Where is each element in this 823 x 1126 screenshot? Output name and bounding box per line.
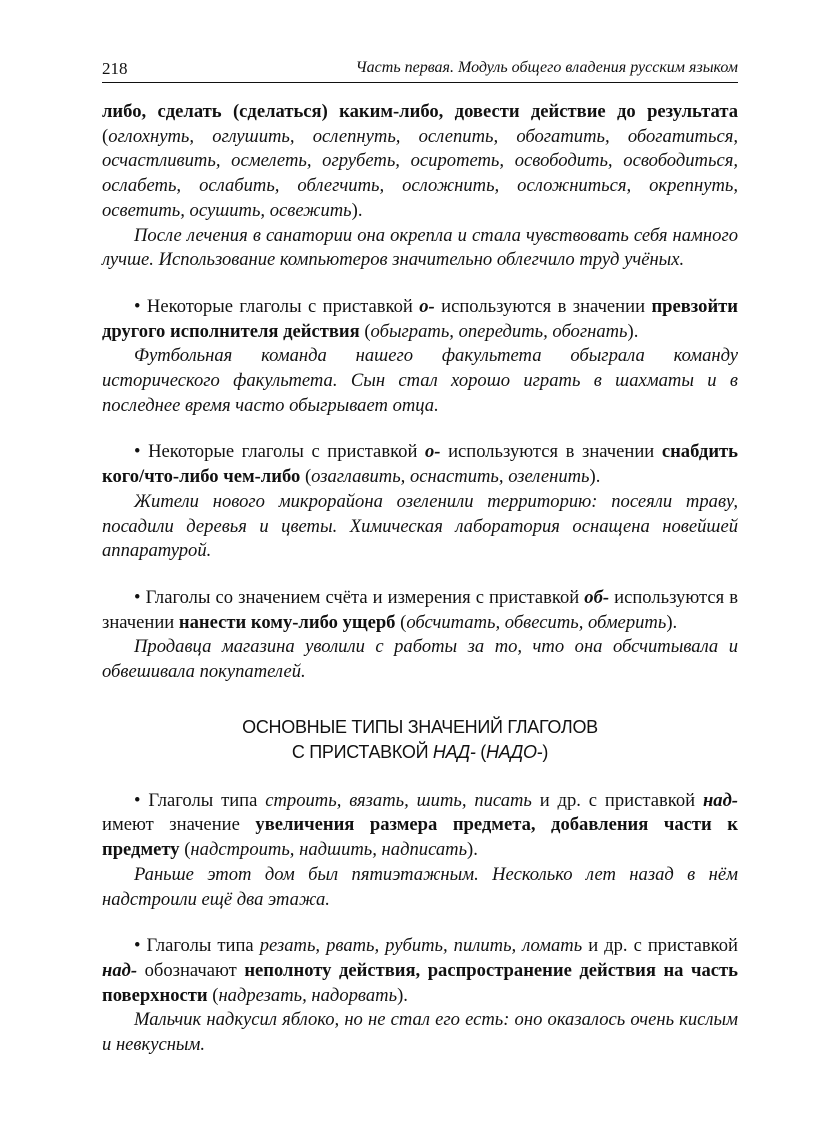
example-sentence: После лечения в санатории она окрепла и стала чувствовать себя намного лучше. Использование компьютеров значительно облегчило труд учёных.	[102, 224, 738, 271]
spacer	[102, 564, 738, 586]
text-run: ).	[467, 839, 478, 861]
prefix: о-	[425, 441, 441, 463]
prefix: о-	[419, 295, 435, 317]
verb-examples: строить, вязать, шить, писать	[265, 789, 532, 811]
text-run: обозначают	[137, 959, 245, 981]
spacer	[102, 912, 738, 934]
prefix: НАДО-	[486, 741, 543, 762]
rule-paragraph	[102, 934, 738, 1008]
page-number: 218	[102, 59, 128, 78]
verb-examples: надстроить, надшить, надписать	[190, 839, 468, 861]
text-run: • Глаголы со значением счёта и измерения с приставкой	[134, 586, 585, 608]
running-head: Часть первая. Модуль общего владения русским языком	[355, 59, 738, 76]
verb-examples: резать, рвать, рубить, пилить, ломать	[259, 935, 583, 957]
text-run: • Глаголы типа	[134, 789, 266, 811]
text-run: и др. с приставкой	[531, 789, 703, 811]
bold-meaning: нанести кому-либо ущерб	[178, 611, 396, 633]
bold-meaning: снабдить кого/что-либо чем-либо	[102, 441, 738, 488]
text-run: • Некоторые глаголы с приставкой	[134, 441, 425, 463]
example-sentence: Мальчик надкусил яблоко, но не стал его есть: оно оказалось очень кислым и невкусным.	[102, 1009, 738, 1056]
text-run: • Некоторые глаголы с приставкой	[134, 295, 420, 317]
text-run: и др. с приставкой	[582, 935, 738, 957]
rule-paragraph	[102, 440, 738, 489]
heading-line-1: ОСНОВНЫЕ ТИПЫ ЗНАЧЕНИЙ ГЛАГОЛОВ	[242, 716, 598, 737]
verb-examples: оглохнуть, оглушить, ослепнуть, ослепить, обогатить, обогатиться, осчастливить, осмелеть, огрубеть, осиротеть, освободить, освободиться, ослабеть, ослабить, облегчить, осложнить, осложниться, окрепнуть, осветить, осушить, освежить	[102, 125, 738, 221]
verb-examples: надрезать, надорвать	[218, 984, 398, 1006]
text-run: ).	[397, 984, 408, 1006]
text-run: (	[207, 984, 219, 1006]
page-header	[102, 52, 738, 83]
text-run: (	[475, 741, 486, 762]
text-run: имеют значение	[102, 814, 256, 836]
verb-examples: обыграть, опередить, обогнать	[370, 320, 628, 342]
page-body	[102, 100, 738, 1058]
example-sentence: Продавца магазина уволили с работы за то, что она обсчитывала и обвешивала покупателей.	[102, 636, 738, 683]
spacer	[102, 418, 738, 440]
text-run: ).	[666, 611, 678, 633]
paragraph-continuation	[102, 100, 738, 224]
text-run: (	[179, 839, 191, 861]
text-run: ).	[627, 320, 639, 342]
bold-meaning: либо, сделать (сделаться) каким-либо, довести действие до результата	[102, 101, 738, 122]
example-sentence: Футбольная команда нашего факультета обыграла команду исторического факультета. Сын стал хорошо играть в шахматы и в последнее время часто обыгрывает отца.	[102, 345, 738, 416]
rule-paragraph	[102, 789, 738, 863]
text-run: используются в значении	[102, 586, 738, 633]
prefix: над-	[102, 959, 138, 981]
rule-paragraph	[102, 295, 738, 344]
text-run: ).	[351, 199, 363, 221]
example-sentence: Жители нового микрорайона озеленили территорию: посеяли траву, посадили деревья и цветы. Химическая лаборатория оснащена новейшей аппаратурой.	[102, 490, 738, 562]
spacer	[102, 273, 738, 295]
text-run: используются в значении	[434, 295, 652, 317]
text-run: )	[542, 741, 549, 762]
text-run: • Глаголы типа	[134, 935, 260, 957]
rule-paragraph	[102, 586, 738, 635]
text-run: (	[395, 611, 407, 633]
bold-meaning: превзойти другого исполнителя действия	[102, 295, 739, 342]
text-run: (	[102, 125, 109, 147]
heading-line-2	[102, 740, 738, 765]
bold-meaning: увеличения размера предмета, добавления части к предмету	[102, 814, 738, 861]
text-run: используются в значении	[440, 441, 662, 463]
example-sentence: Раньше этот дом был пятиэтажным. Несколько лет назад в нём надстроили ещё два этажа.	[102, 863, 738, 910]
bold-meaning: неполноту действия, распространение действия на часть поверхности	[102, 959, 738, 1006]
text-run: ).	[589, 466, 601, 488]
prefix: об-	[584, 586, 610, 608]
text-run: (	[359, 320, 371, 342]
verb-examples: озаглавить, оснастить, озеленить	[311, 466, 590, 488]
verb-examples: обсчитать, обвесить, обмерить	[406, 611, 667, 633]
text-run: С ПРИСТАВКОЙ	[291, 741, 433, 762]
text-run: (	[300, 466, 312, 488]
prefix: над-	[702, 789, 738, 811]
section-heading	[102, 715, 738, 765]
prefix: НАД-	[432, 741, 476, 762]
